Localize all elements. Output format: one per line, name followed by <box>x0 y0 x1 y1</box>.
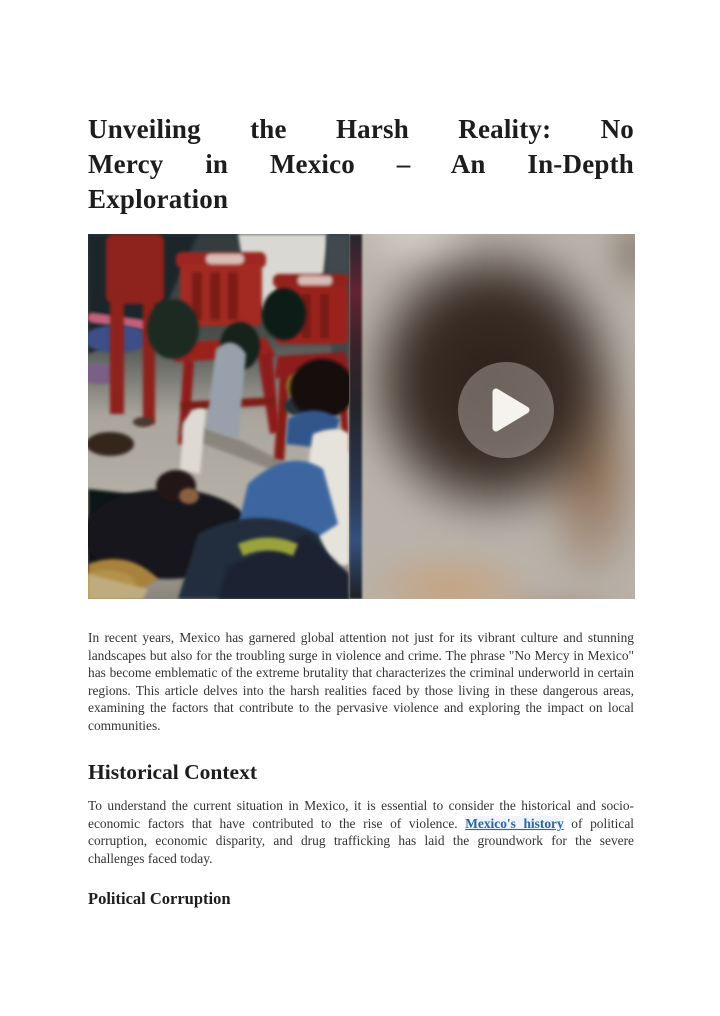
article-content <box>88 0 634 909</box>
photo-left-panel <box>88 234 349 599</box>
paragraph-text-after-link: of political corruption, economic disparity, and drug trafficking has laid the groundwork for the severe challenges faced today. <box>88 815 634 866</box>
section-paragraph <box>88 797 634 867</box>
video-frame-edge <box>349 234 362 599</box>
paragraph-text-before-link: To understand the current situation in Mexico, it is essential to consider the historical and socio-economic factors that have contributed to the rise of violence. <box>88 798 634 831</box>
title-line: Mercy in Mexico – An In-Depth <box>88 149 634 179</box>
blurred-video-thumbnail[interactable] <box>349 234 635 599</box>
photo-illustration <box>88 234 349 599</box>
intro-paragraph: In recent years, Mexico has garnered global attention not just for its vibrant culture and stunning landscapes but also for the troubling surge in violence and crime. The phrase "No Mercy in Mexico" has become emblematic of the extreme brutality that characterizes the criminal underworld in certain regions. This article delves into the harsh realities faced by those living in these dangerous areas, examining the factors that contribute to the pervasive violence and exploring the impact on local communities. <box>88 630 634 733</box>
article-title <box>88 112 634 217</box>
article-media <box>88 234 635 599</box>
subsection-heading: Political Corruption <box>88 889 231 908</box>
mexico-history-link[interactable]: Mexico's history <box>465 815 564 831</box>
play-button[interactable] <box>458 362 554 458</box>
title-line: Unveiling the Harsh Reality: No <box>88 114 634 144</box>
title-line: Exploration <box>88 184 229 214</box>
play-icon <box>489 387 531 433</box>
section-heading: Historical Context <box>88 760 257 784</box>
